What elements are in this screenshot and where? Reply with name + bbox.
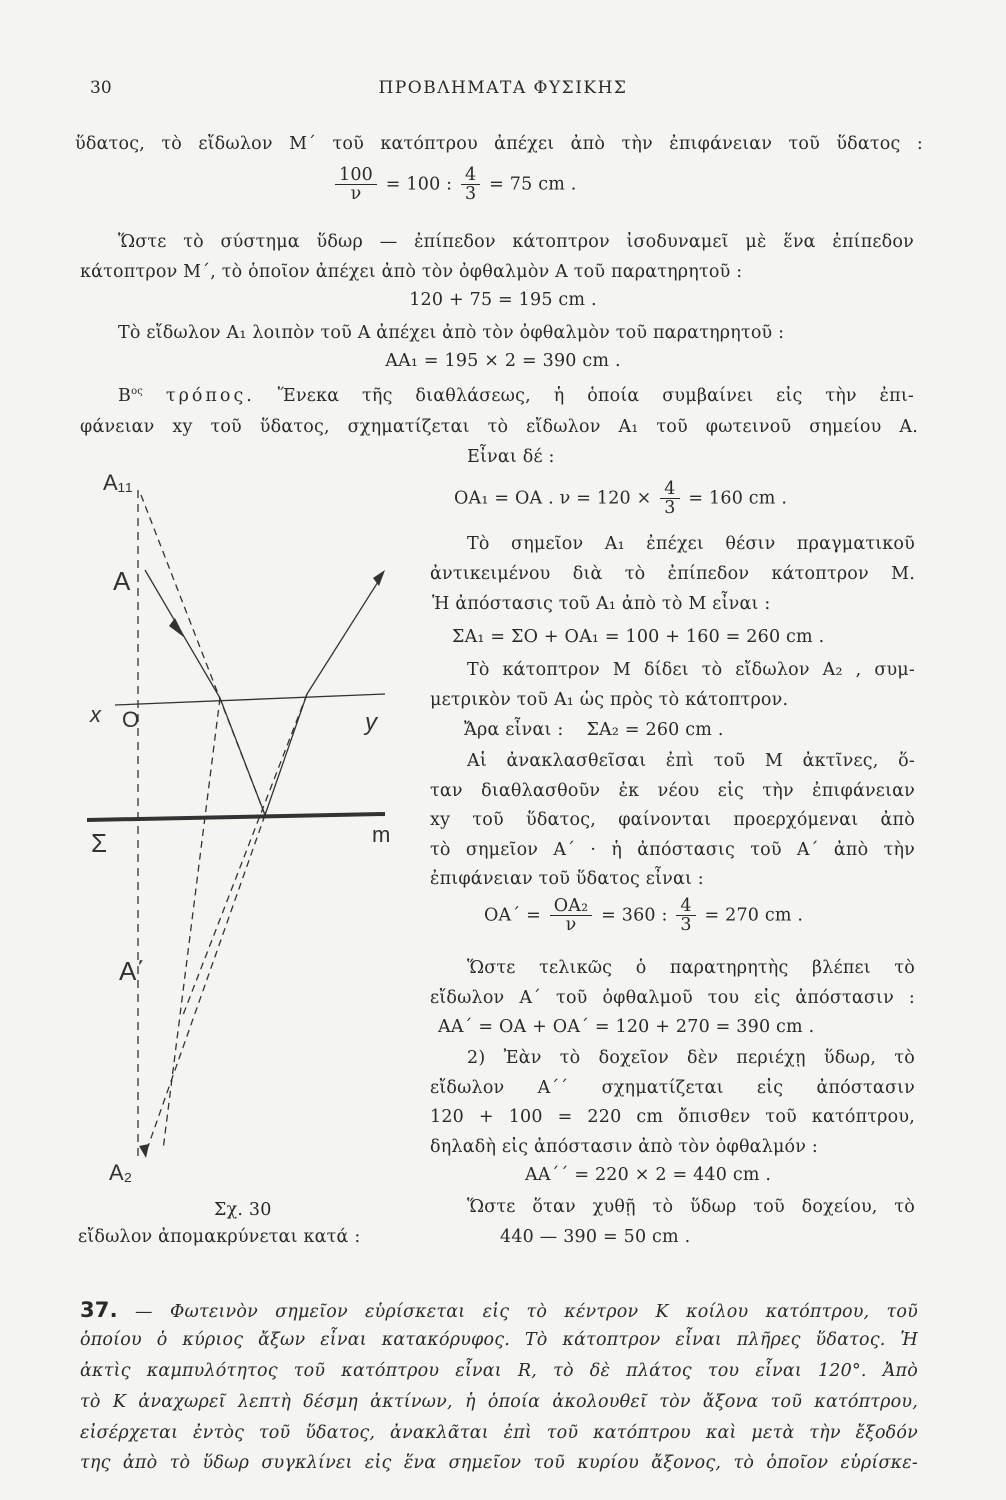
label-a-prime: Α΄	[119, 956, 145, 986]
equation-8: ΑΑ΄΄ = 220 × 2 = 440 cm .	[525, 1165, 772, 1185]
equation-9: 440 — 390 = 50 cm .	[500, 1227, 691, 1247]
problem-37-line6: της ἀπὸ τὸ ὕδωρ συγκλίνει εἰς ἕνα σημεῖον τοῦ κυρίου ἄξονος, τὸ ὁποῖον εὑρίσκε-	[80, 1453, 918, 1473]
r18: δηλαδὴ εἰς ἀπόστασιν ἀπὸ τὸν ὀφθαλμόν :	[430, 1137, 818, 1157]
equation-1: $\frac{100}{\nu}$ = 100 : $\frac{4}{3}$ = 75 cm .	[332, 166, 577, 204]
label-sigma: Σ	[91, 828, 108, 858]
label-a: Α	[113, 566, 131, 596]
r12: ἐπιφάνειαν τοῦ ὕδατος εἶναι :	[430, 869, 704, 889]
equation-3: ΑΑ₁ = 195 × 2 = 390 cm .	[385, 351, 621, 371]
label-a11: Α₁₁	[103, 470, 133, 495]
reflected-ray-up	[265, 694, 307, 815]
eq1-fraction: $\frac{100}{\nu}$	[335, 166, 377, 204]
r6: μετρικὸν τοῦ Α₁ ὡς πρὸς τὸ κάτοπτρον.	[430, 690, 789, 710]
page-title: ΠΡΟΒΛΗΜΑΤΑ ΦΥΣΙΚΗΣ	[378, 78, 628, 98]
r7: Ἄρα εἶναι : ΣΑ₂ = 260 cm .	[464, 720, 724, 740]
eq1-fraction-4-3: $\frac{4}{3}$	[461, 166, 480, 204]
arrowhead-incident-icon	[169, 618, 185, 638]
mirror-line	[87, 814, 385, 820]
r4: Ἡ ἀπόστασις τοῦ Α₁ ἀπὸ τὸ Μ εἶναι :	[432, 594, 771, 614]
label-o: O	[122, 707, 140, 732]
arrowhead-emergent-icon	[373, 570, 385, 586]
p1-line3: κάτοπτρον Μ΄, τὸ ὁποῖον ἀπέχει ἀπὸ τὸν ὀφθαλμὸν Α τοῦ παρατηρητοῦ :	[80, 262, 743, 282]
label-y: y	[365, 709, 377, 736]
problem-number: 37.	[80, 1298, 118, 1322]
water-surface-line	[115, 694, 385, 705]
problem-37-line5: εἰσέρχεται ἐντὸς τοῦ ὕδατος, ἀνακλᾶται ἐπὶ τοῦ κατόπτρου καὶ μετὰ τὴν ἔξοδόν	[80, 1423, 918, 1443]
problem-37-line4: τὸ Κ ἀναχωρεῖ λεπτὴ δέσμη ἀκτίνων, ἡ ὁποία ἀκολουθεῖ τὸν ἄξονα τοῦ κατόπτρου,	[80, 1392, 918, 1412]
r17: 120 + 100 = 220 cm ὄπισθεν τοῦ κατόπτρου,	[430, 1107, 915, 1127]
eq6-fraction-4-3: $\frac{4}{3}$	[676, 897, 695, 935]
ray-from-a11	[141, 495, 265, 815]
method-label: $B^{o\varsigma}$ τρόπος.	[118, 386, 255, 406]
eq4-fraction: $\frac{4}{3}$	[660, 480, 679, 518]
ray-to-a2	[145, 815, 265, 1155]
arrowhead-a2-icon	[139, 1144, 149, 1158]
r1: Εἶναι δέ :	[467, 447, 555, 467]
p1-line2: Ὥστε τὸ σύστημα ὕδωρ — ἐπίπεδον κάτοπτρον ἰσοδυναμεῖ μὲ ἕνα ἐπίπεδον	[118, 232, 914, 252]
p2-line1: $B^{o\varsigma}$ τρόπος. Ἕνεκα τῆς διαθλάσεως, ἡ ὁποία συμβαίνει εἰς τὴν ἐπι-	[118, 386, 915, 406]
r9: ταν διαθλασθοῦν ἐκ νέου εἰς τὴν ἐπιφάνειαν	[430, 781, 915, 801]
problem-37-line3: ἀκτὶς καμπυλότητος τοῦ κατόπτρου εἶναι R, τὸ δὲ πλάτος του εἶναι 120°. Ἀπὸ	[80, 1361, 918, 1381]
r5: Τὸ κάτοπτρον Μ δίδει τὸ εἴδωλον Α₂ , συμ-	[467, 660, 915, 680]
equation-6: ΟΑ΄ = $\frac{\text{ΟΑ₂}}{\nu}$ = 360 : $\frac{4}{3}$ = 270 cm .	[484, 896, 804, 936]
r16: εἴδωλον Α΄΄ σχηματίζεται εἰς ἀπόστασιν	[430, 1078, 915, 1098]
r11: τὸ σημεῖον Α΄ · ἡ ἀπόστασις τοῦ Α΄ ἀπὸ τὴν	[430, 840, 915, 860]
back-extension-left	[163, 698, 220, 1150]
p2-line2: φάνειαν xy τοῦ ὕδατος, σχηματίζεται τὸ εἴδωλον Α₁ τοῦ φωτεινοῦ σημείου Α.	[80, 417, 918, 437]
r2: Τὸ σημεῖον Α₁ ἐπέχει θέσιν πραγματικοῦ	[467, 534, 915, 554]
p1-line1: ὕδατος, τὸ εἴδωλον Μ΄ τοῦ κατόπτρου ἀπέχει ἀπὸ τὴν ἐπιφάνειαν τοῦ ὕδατος :	[75, 134, 923, 154]
r10: xy τοῦ ὕδατος, φαίνονται προερχόμεναι ἀπὸ	[430, 810, 915, 830]
equation-4: ΟΑ₁ = ΟΑ . ν = 120 × $\frac{4}{3}$ = 160 cm .	[454, 479, 788, 519]
p1-line4: Τὸ εἴδωλον Α₁ λοιπὸν τοῦ Α ἀπέχει ἀπὸ τὸν ὀφθαλμὸν τοῦ παρατηρητοῦ :	[118, 323, 785, 343]
problem-37-line2: ὁποίου ὁ κύριος ἄξων εἶναι κατακόρυφος. Τὸ κάτοπτρον εἶναι πλῆρες ὕδατος. Ἡ	[80, 1330, 918, 1350]
ray-to-a-prime	[183, 694, 307, 1015]
eq6-fraction: $\frac{\text{ΟΑ₂}}{\nu}$	[550, 897, 593, 935]
r14: εἴδωλον Α΄ τοῦ ὀφθαλμοῦ του εἰς ἀπόστασιν :	[430, 988, 915, 1008]
r13: Ὥστε τελικῶς ὁ παρατηρητὴς βλέπει τὸ	[467, 958, 915, 978]
label-a2: Α₂	[109, 1160, 133, 1185]
equation-7: ΑΑ΄ = ΟΑ + ΟΑ΄ = 120 + 270 = 390 cm .	[438, 1017, 815, 1037]
r8: Αἱ ἀνακλασθεῖσαι ἐπὶ τοῦ Μ ἀκτῖνες, ὅ-	[467, 751, 915, 771]
problem-37-line1: 37. — Φωτεινὸν σημεῖον εὑρίσκεται εἰς τὸ κέντρον Κ κοίλου κατόπτρου, τοῦ	[80, 1298, 919, 1322]
r15: 2) Ἐὰν τὸ δοχεῖον δὲν περιέχῃ ὕδωρ, τὸ	[467, 1048, 915, 1068]
figure-30	[75, 450, 415, 1195]
equation-5: ΣΑ₁ = ΣΟ + ΟΑ₁ = 100 + 160 = 260 cm .	[452, 627, 825, 647]
emergent-ray	[307, 574, 383, 694]
equation-2: 120 + 75 = 195 cm .	[409, 290, 597, 310]
r3: ἀντικειμένου διὰ τὸ ἐπίπεδον κάτοπτρον Μ.	[430, 564, 915, 584]
bottom-left-text: εἴδωλον ἀπομακρύνεται κατά :	[78, 1227, 361, 1247]
r19: Ὥστε ὅταν χυθῇ τὸ ὕδωρ τοῦ δοχείου, τὸ	[467, 1197, 915, 1217]
label-m: m	[372, 822, 391, 847]
label-x: x	[90, 702, 101, 727]
page-number: 30	[90, 78, 112, 98]
figure-caption: Σχ. 30	[214, 1200, 272, 1220]
